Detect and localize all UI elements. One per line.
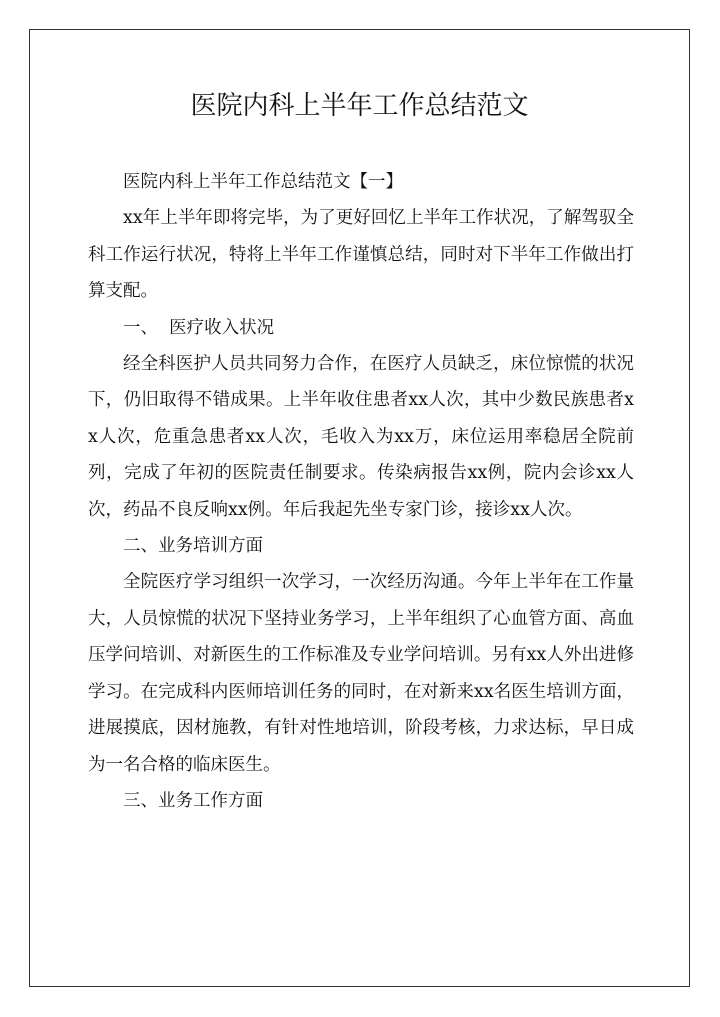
paragraph-heading: 医院内科上半年工作总结范文【一】 — [123, 172, 403, 192]
document-title: 医院内科上半年工作总结范文 — [190, 91, 529, 121]
paragraph-training: 全院医疗学习组织一次学习，一次经历沟通。今年上半年在工作量大，人员惊慌的状况下坚持业务学习，上半年组织了心血管方面、高血压学问培训、对新医生的工作标准及专业学问培训。另有xx人外出进修学习。在完成科内医师培训任务的同时，在对新来xx名医生培训方面，进展摸底，因材施教，有针对性地培训，阶段考核，力求达标，早日成为一名合格的临床医生。 — [88, 572, 634, 775]
paragraph-intro: xx年上半年即将完毕，为了更好回忆上半年工作状况，了解驾驭全科工作运行状况，特将上半年工作谨慎总结，同时对下半年工作做出打算支配。 — [88, 208, 634, 302]
document-body — [88, 164, 634, 819]
section-heading-medical-income: 一、 医疗收入状况 — [123, 317, 275, 338]
section-heading-training: 二、业务培训方面 — [123, 536, 263, 557]
section-heading-work: 三、业务工作方面 — [123, 790, 263, 811]
paragraph-medical-income: 经全科医护人员共同努力合作，在医疗人员缺乏，床位惊慌的状况下，仍旧取得不错成果。上半年收住患者xx人次，其中少数民族患者xx人次，危重急患者xx人次，毛收入为xx万，床位运用率稳居全院前列，完成了年初的医院责任制要求。传染病报告xx例，院内会诊xx人次，药品不良反响xx例。年后我起先坐专家门诊，接诊xx人次。 — [88, 354, 634, 520]
